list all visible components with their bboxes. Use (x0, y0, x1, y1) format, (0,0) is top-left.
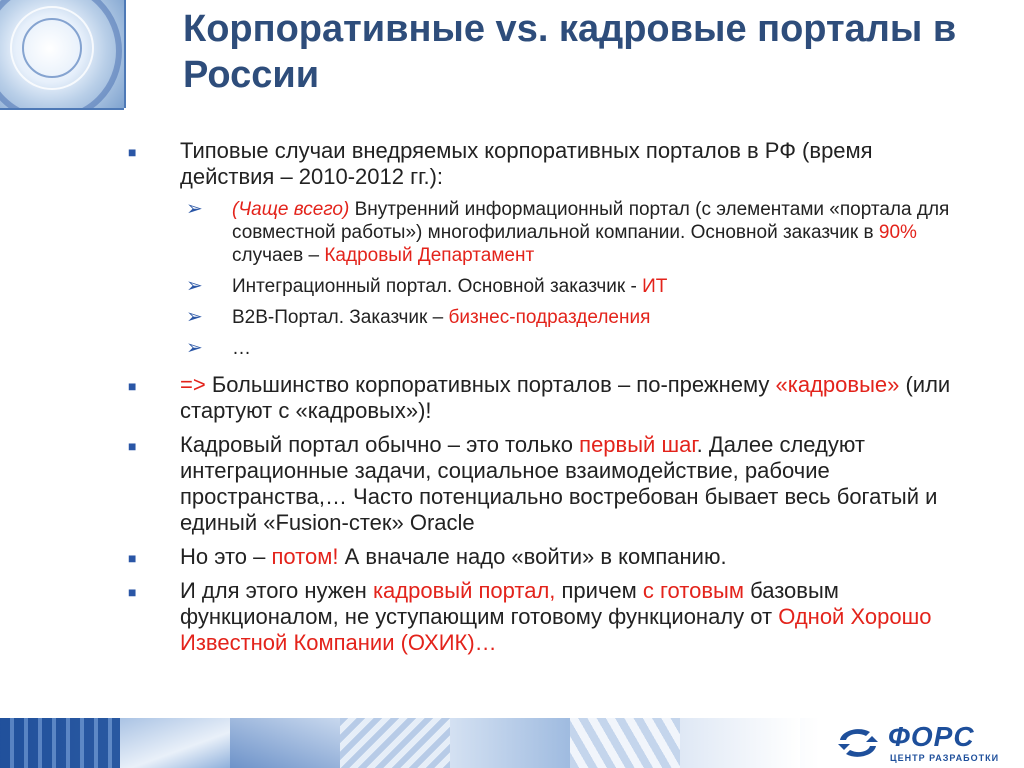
bullet-item (128, 544, 958, 570)
highlight-text: (Чаще всего) (232, 199, 350, 220)
arrow-bullet-icon: ➢ (186, 306, 203, 328)
fors-logo (836, 722, 1022, 766)
bullet-item (128, 432, 958, 536)
footer-tile (340, 718, 450, 768)
bullet-text: Типовые случаи внедряемых корпоративных порталов в РФ (время действия – 2010-2012 гг.): (180, 138, 873, 189)
highlight-text: потом! (271, 544, 339, 569)
header-decoration-image (0, 0, 124, 108)
bullet-item (128, 138, 958, 190)
sub-bullet-item (128, 306, 958, 329)
highlight-text: с готовым (642, 578, 744, 603)
highlight-text: бизнес-подразделения (448, 307, 651, 328)
bullet-text: (или стартуют с «кадровых»)! (180, 372, 951, 423)
sub-bullet-text: Интеграционный портал. Основной заказчик - (232, 276, 643, 297)
highlight-text: Кадровый Департамент (324, 245, 535, 266)
header-divider-vertical (124, 0, 126, 108)
highlight-text: => (180, 372, 206, 397)
logo-name: ФОРС (888, 721, 975, 752)
sub-bullet-item (128, 337, 958, 360)
highlight-text: первый шаг (579, 432, 697, 457)
bullet-text: причем (555, 578, 643, 603)
fors-logo-icon (836, 726, 880, 760)
bullet-text: базовым функционалом, не уступающим готовому функционалу от (180, 578, 839, 629)
sub-bullet-text: … (232, 338, 251, 359)
slide-title: Корпоративные vs. кадровые порталы в России (183, 8, 957, 96)
square-bullet-icon: ■ (128, 378, 137, 394)
square-bullet-icon: ■ (128, 584, 137, 600)
logo-subtitle: ЦЕНТР РАЗРАБОТКИ (890, 753, 1000, 763)
arrow-bullet-icon: ➢ (186, 198, 203, 220)
bullet-text: Но это – (180, 544, 272, 569)
arrow-bullet-icon: ➢ (186, 337, 203, 359)
bullet-item (128, 372, 958, 424)
highlight-text: «кадровые» (775, 372, 900, 397)
footer-tile (0, 718, 120, 768)
sub-bullet-item (128, 275, 958, 298)
sub-bullet-text: B2B-Портал. Заказчик – (232, 307, 449, 328)
bullet-text: Большинство корпоративных порталов – по-прежнему (205, 372, 776, 397)
bullet-text: А вначале надо «войти» в компанию. (338, 544, 727, 569)
footer-tile (450, 718, 570, 768)
header-divider-horizontal (0, 108, 124, 110)
bullet-text: Кадровый портал обычно – это только (180, 432, 580, 457)
decor-ring (22, 18, 82, 78)
arrow-bullet-icon: ➢ (186, 275, 203, 297)
sub-bullet-item (128, 198, 958, 267)
bullet-item (128, 578, 958, 656)
footer-tile (230, 718, 340, 768)
highlight-text: кадровый портал, (372, 578, 556, 603)
square-bullet-icon: ■ (128, 144, 137, 160)
bullet-text: . Далее следуют интеграционные задачи, социальное взаимодействие, рабочие пространства,… Часто потенциально востребован бывает весь богатый и единый «Fusion-стек» Oracle (180, 432, 938, 535)
bullet-text: И для этого нужен (180, 578, 373, 603)
sub-bullet-text: Внутренний информационный портал (с элементами «портала для совместной работы») многофилиальной компании. Основной заказчик в (232, 199, 950, 243)
highlight-text: Одной Хорошо Известной Компании (ОХИК)… (180, 604, 932, 655)
footer-tile (570, 718, 680, 768)
slide-content (128, 138, 958, 664)
highlight-text: 90% (878, 222, 917, 243)
sub-bullet-text: случаев – (232, 245, 325, 266)
highlight-text: ИТ (642, 276, 668, 297)
footer-tile (680, 718, 800, 768)
square-bullet-icon: ■ (128, 438, 137, 454)
footer-tile (120, 718, 230, 768)
square-bullet-icon: ■ (128, 550, 137, 566)
